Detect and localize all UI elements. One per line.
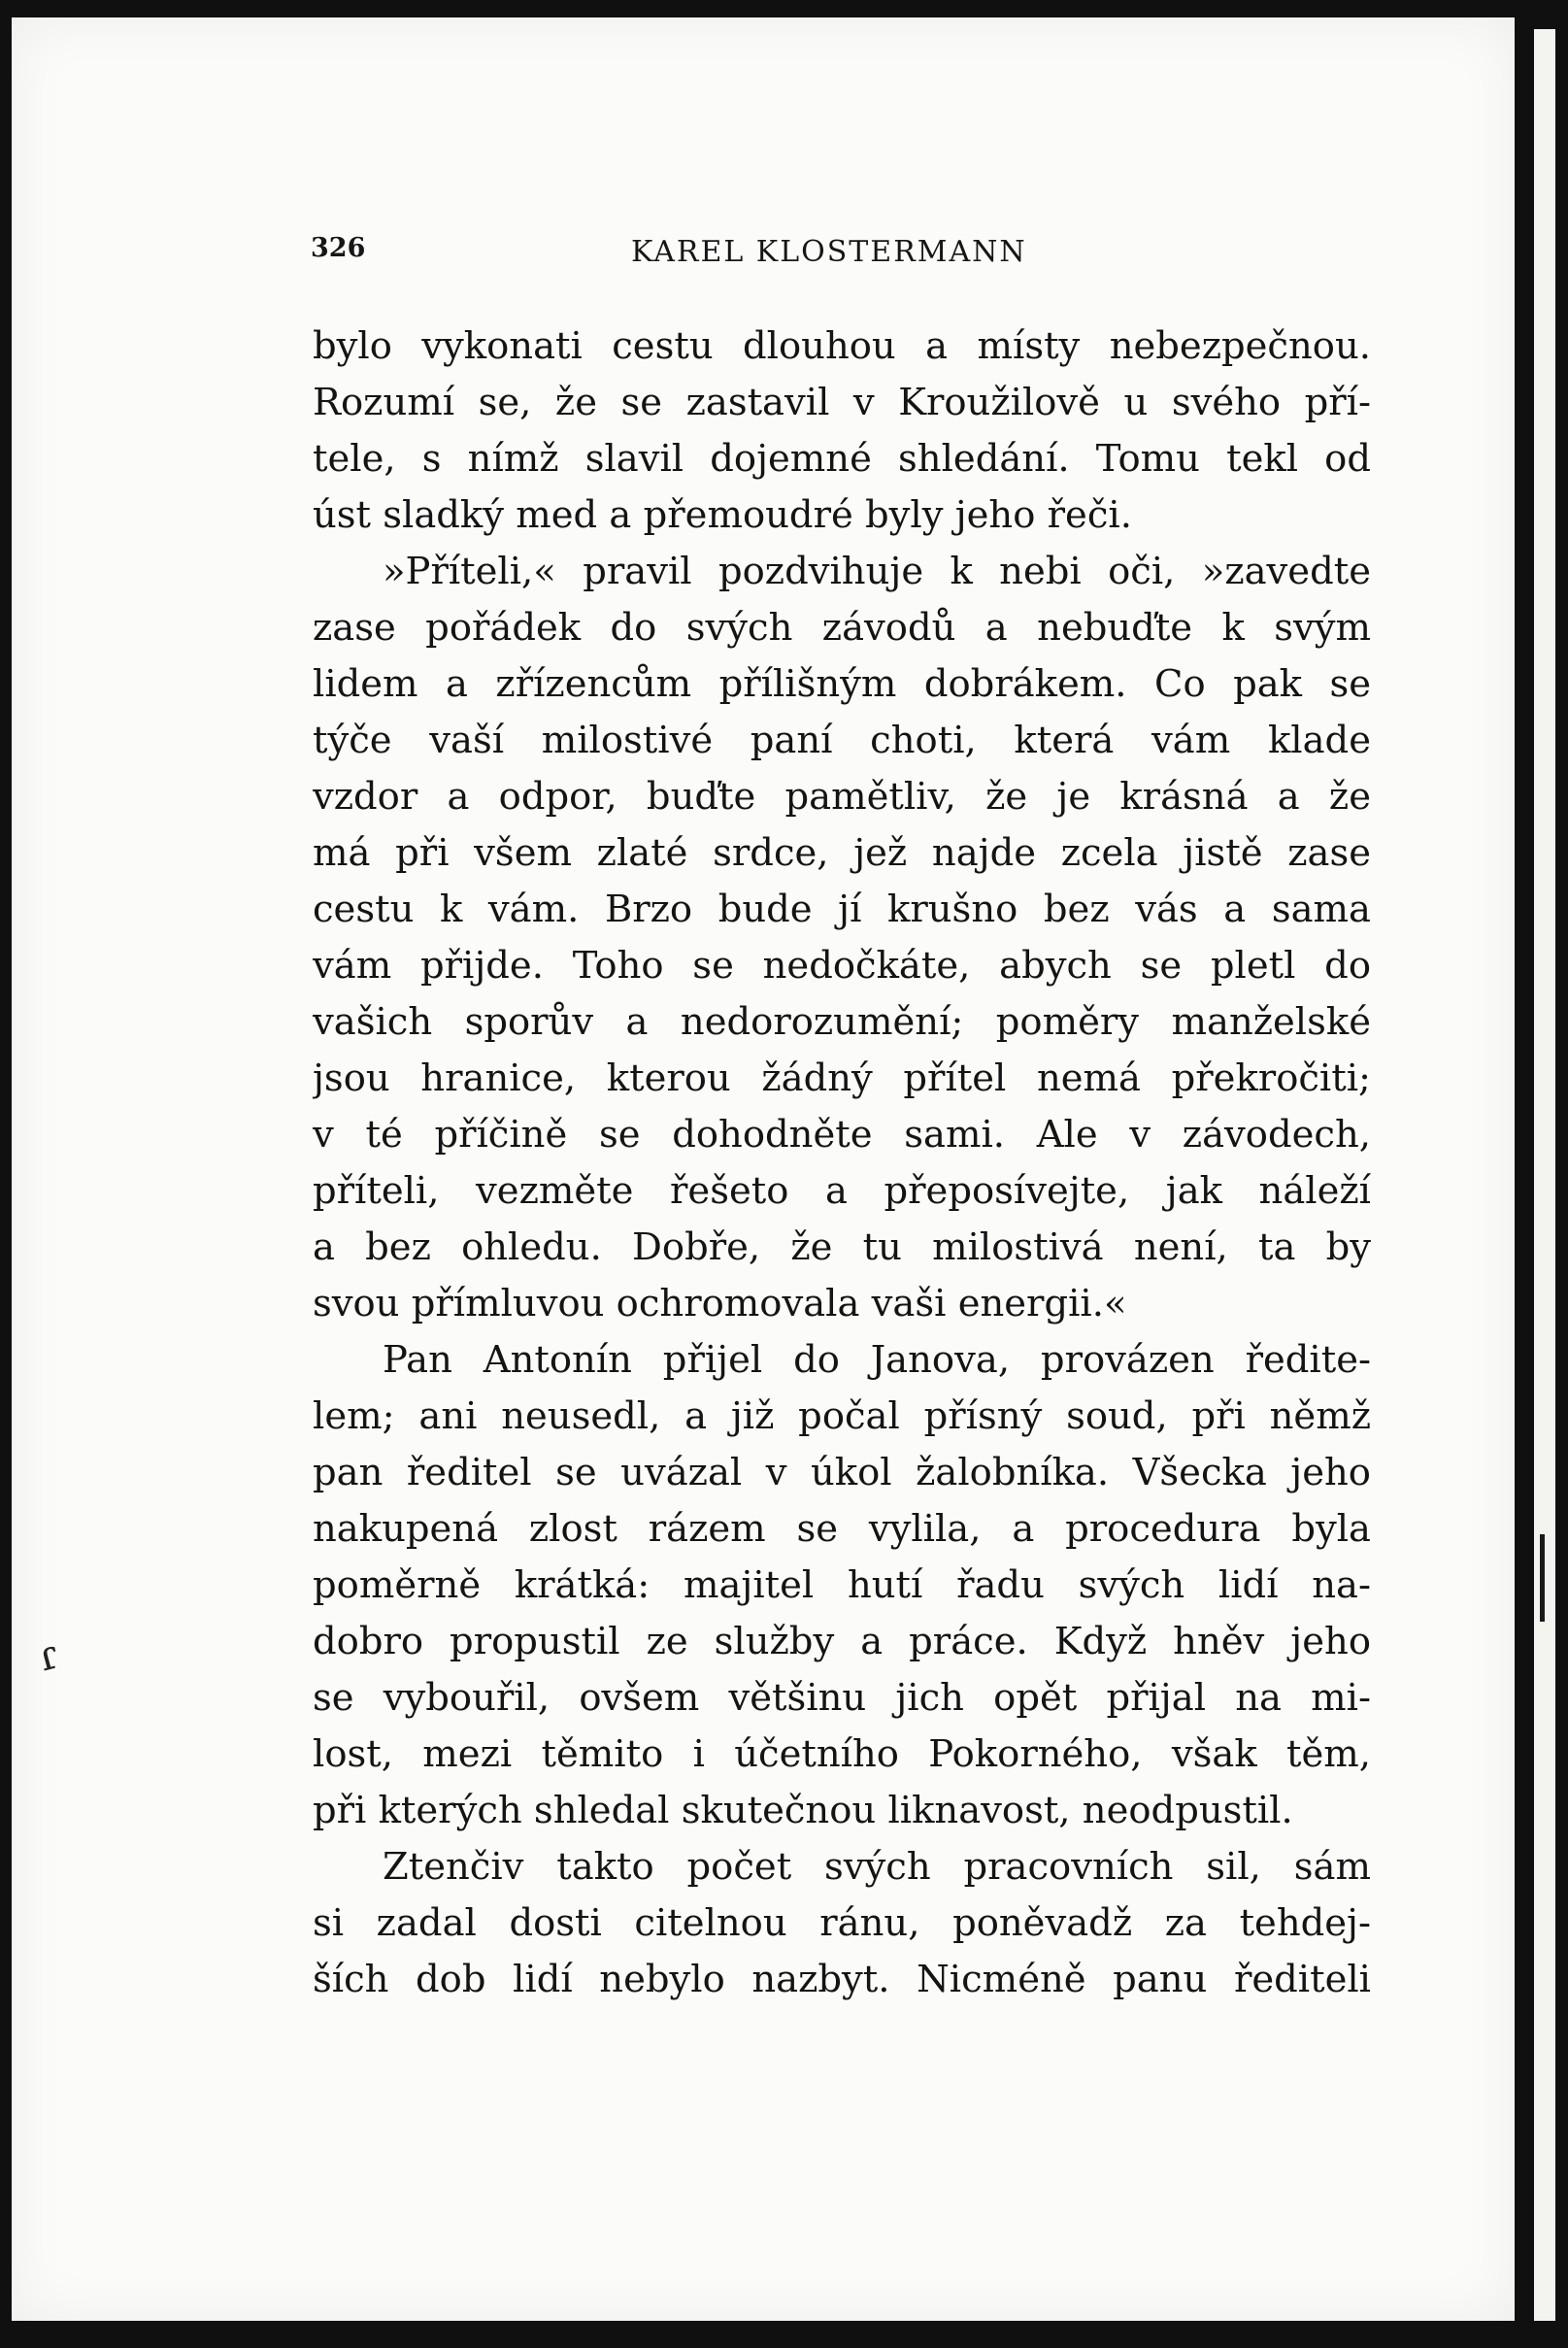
text-line: vzdor a odpor, buďte pamětliv, že je krásná a že [313, 775, 1371, 819]
text-line: lost, mezi těmito i účetního Pokorného, však těm, [313, 1732, 1371, 1776]
text-line: vašich sporův a nedorozumění; poměry manželské [313, 1000, 1371, 1044]
text-line: si zadal dosti citelnou ránu, poněvadž za tehdej- [313, 1901, 1371, 1945]
text-line: cestu k vám. Brzo bude jí krušno bez vás a sama [313, 888, 1371, 931]
adjacent-page-edge [1534, 29, 1555, 2321]
page-header [311, 229, 1369, 278]
text-line: dobro propustil ze služby a práce. Když hněv jeho [313, 1620, 1371, 1663]
text-line: jsou hranice, kterou žádný přítel nemá překročiti; [313, 1057, 1371, 1100]
page-number: 326 [311, 233, 366, 263]
text-line: tele, s nímž slavil dojemné shledání. Tomu tekl od [313, 437, 1371, 481]
text-line: zase pořádek do svých závodů a nebuďte k svým [313, 606, 1371, 650]
text-line: lem; ani neusedl, a již počal přísný soud, při němž [313, 1394, 1371, 1438]
text-line: nakupená zlost rázem se vylila, a procedura byla [313, 1507, 1371, 1551]
text-line: pan ředitel se uvázal v úkol žalobníka. Všecka jeho [313, 1451, 1371, 1494]
text-line: ších dob lidí nebylo nazbyt. Nicméně panu řediteli [313, 1958, 1371, 2001]
text-line: týče vaší milostivé paní choti, která vám klade [313, 719, 1371, 762]
edge-ink-mark [1540, 1534, 1545, 1622]
text-line: má při všem zlaté srdce, jež najde zcela jistě zase [313, 831, 1371, 875]
text-line: Rozumí se, že se zastavil v Kroužilově u svého pří- [313, 381, 1371, 424]
body-text [313, 319, 1371, 2008]
text-line: vám přijde. Toho se nedočkáte, abych se pletl do [313, 944, 1371, 988]
text-line: v té příčině se dohodněte sami. Ale v závodech, [313, 1113, 1371, 1157]
text-line: bylo vykonati cestu dlouhou a místy nebezpečnou. [313, 324, 1371, 368]
text-line: lidem a zřízencům přílišným dobrákem. Co pak se [313, 662, 1371, 706]
text-line: Pan Antonín přijel do Janova, provázen ředite- [383, 1338, 1371, 1382]
text-line: poměrně krátká: majitel hutí řadu svých lidí na- [313, 1563, 1371, 1607]
text-line: se vybouřil, ovšem většinu jich opět přijal na mi- [313, 1676, 1371, 1720]
text-line: při kterých shledal skutečnou liknavost, neodpustil. [313, 1789, 1293, 1832]
text-line: Ztenčiv takto počet svých pracovních sil, sám [383, 1845, 1371, 1889]
text-line: »Příteli,« pravil pozdvihuje k nebi oči, »zavedte [383, 550, 1371, 593]
running-head: KAREL KLOSTERMANN [631, 235, 1027, 269]
margin-pencil-mark: ɾ [32, 1629, 64, 1681]
text-line: a bez ohledu. Dobře, že tu milostivá není, ta by [313, 1225, 1371, 1269]
text-line: příteli, vezměte řešeto a přeposívejte, jak náleží [313, 1169, 1371, 1213]
text-line: svou přímluvou ochromovala vaši energii.« [313, 1282, 1127, 1325]
text-line: úst sladký med a přemoudré byly jeho řeči. [313, 493, 1132, 537]
